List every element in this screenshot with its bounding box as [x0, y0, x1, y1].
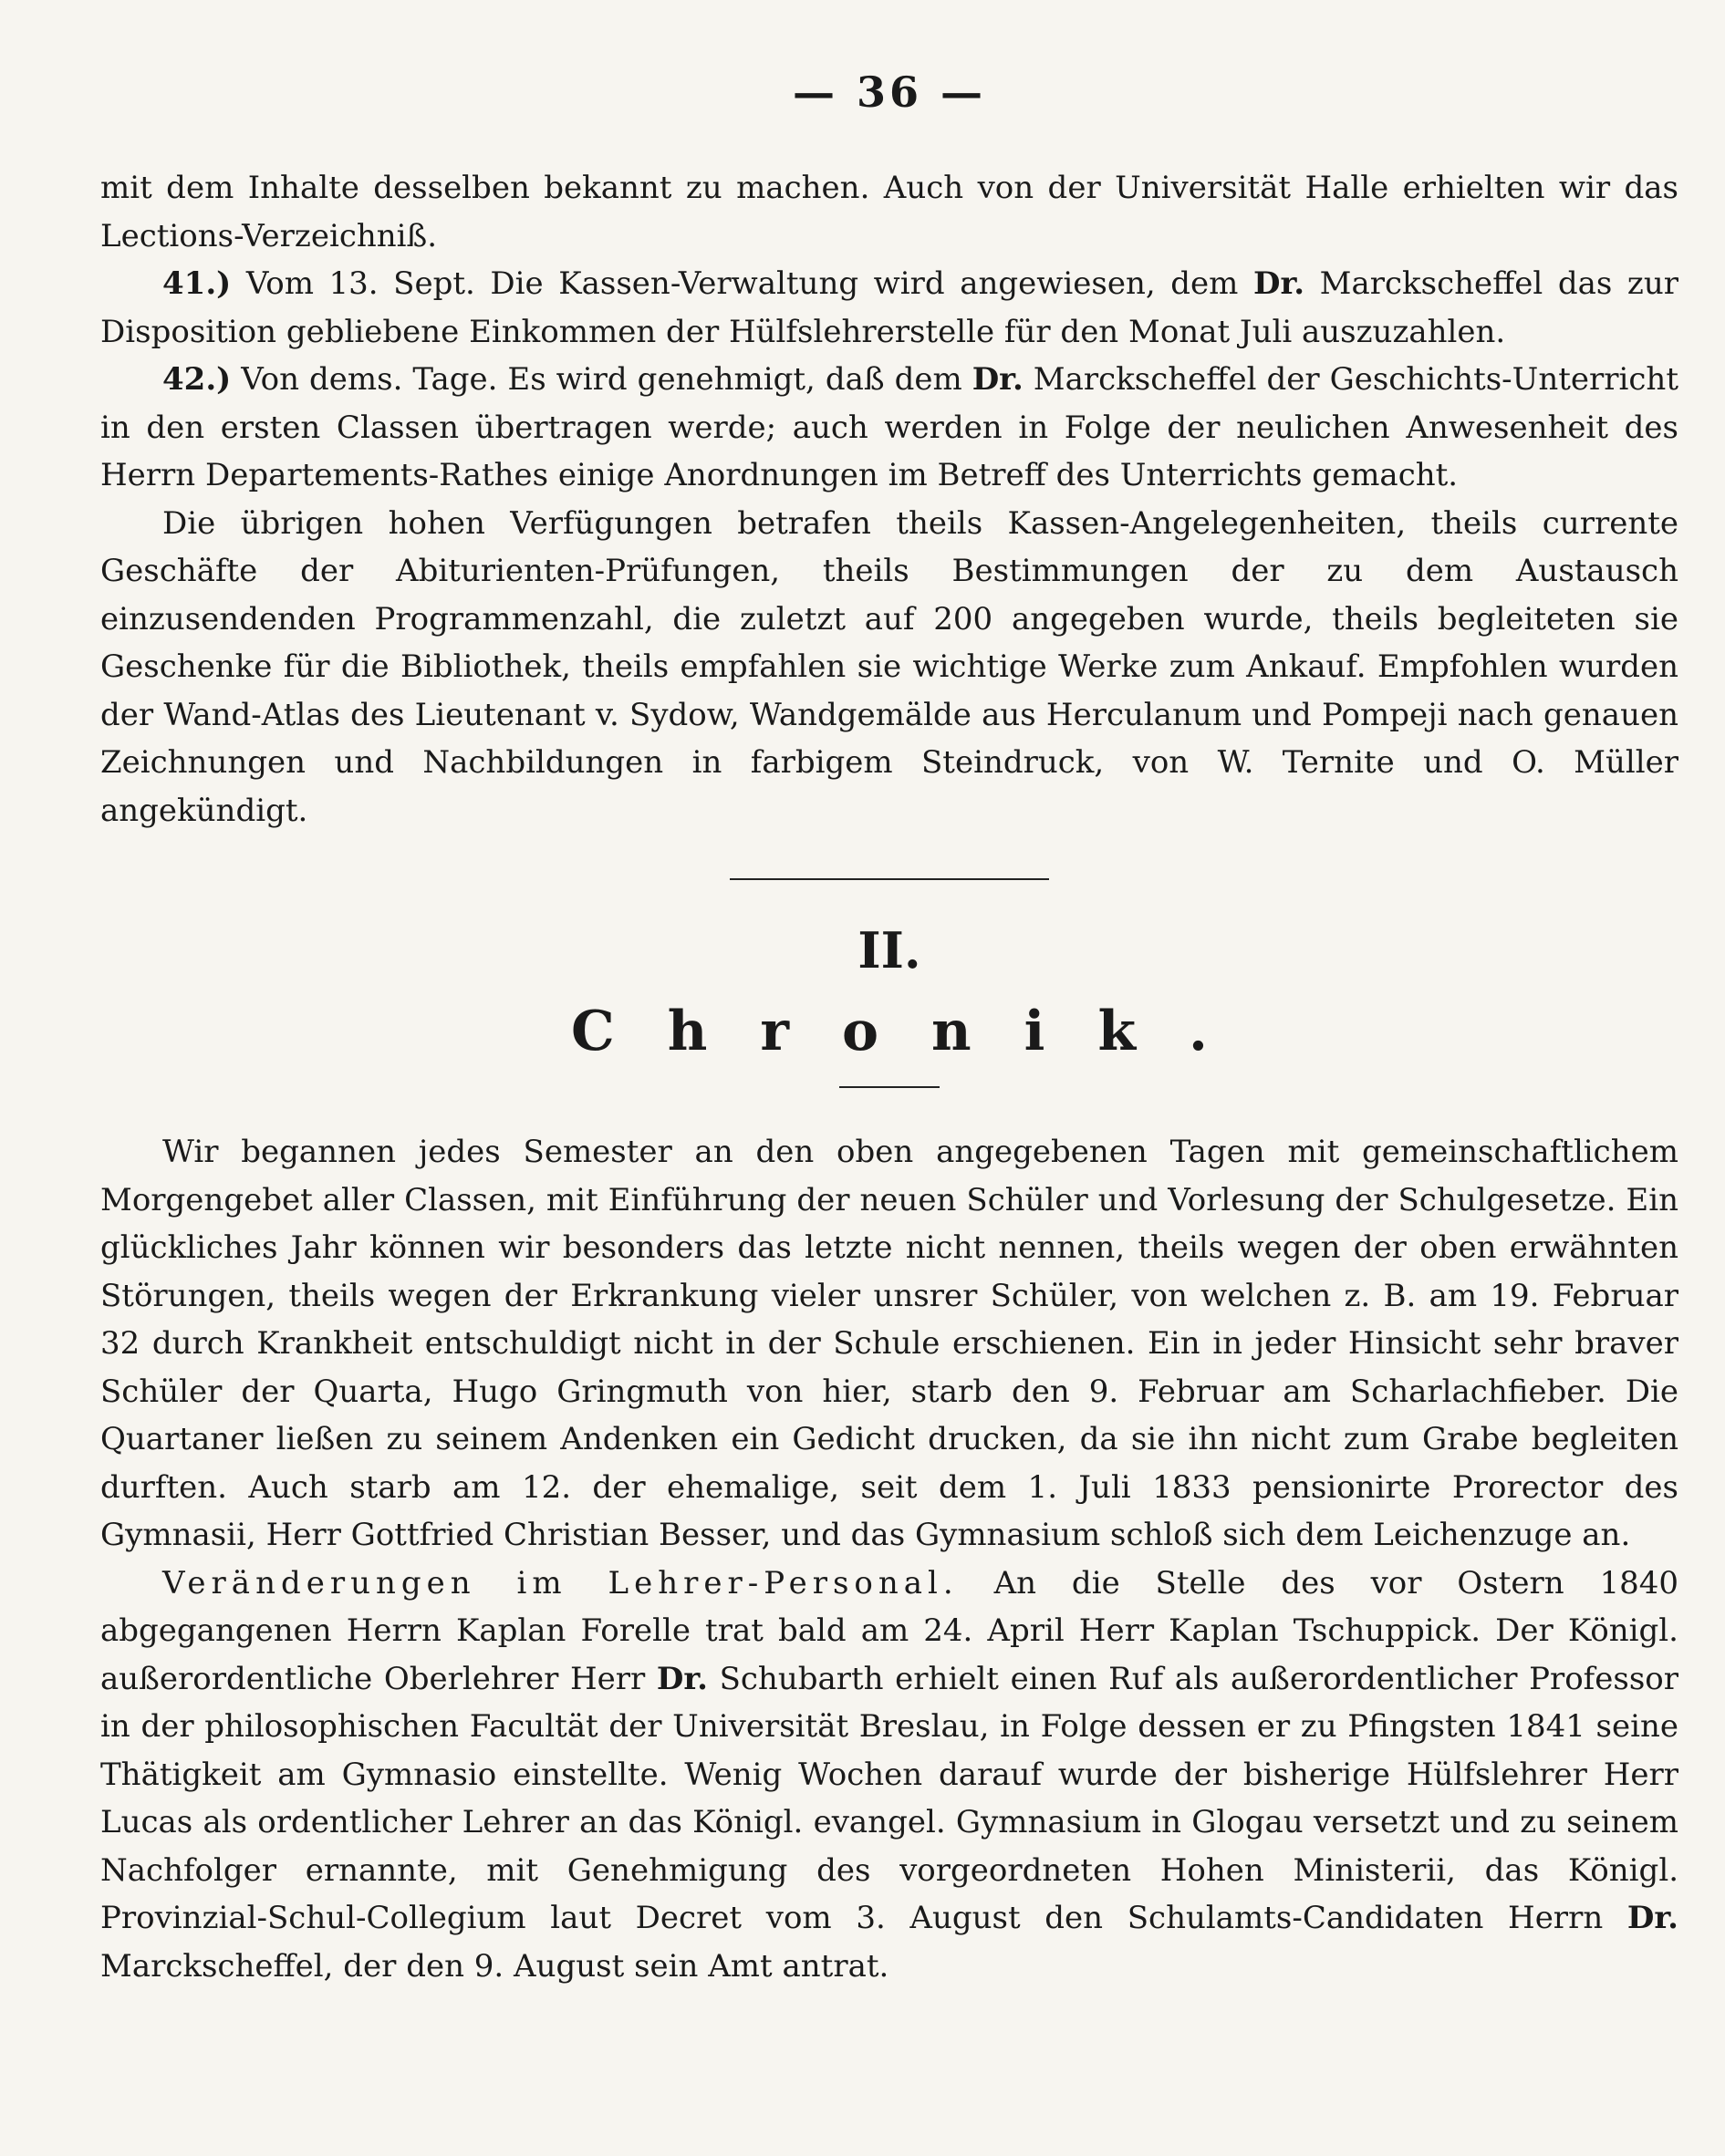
item-text: Vom 13. Sept. Die Kassen-Verwaltung wird angewiesen, dem	[231, 265, 1253, 302]
section-title: Chronik.	[571, 1000, 1261, 1063]
section-divider	[730, 878, 1049, 880]
title-underline	[839, 1086, 940, 1088]
paragraph-item-42	[100, 356, 1678, 500]
paragraph-other-decrees: Die übrigen hohen Verfügungen betrafen theils Kassen-Angelegenheiten, theils currente Geschäfte der Abiturienten-Prüfungen, theils Bestimmungen der zu dem Austausch einzusendenden Programmenzahl, die zuletzt auf 200 angegeben wurde, theils begleiteten sie Geschenke für die Bibliothek, theils empfahlen sie wichtige Werke zum Ankauf. Empfohlen wurden der Wand-Atlas des Lieutenant v. Sydow, Wandgemälde aus Herculanum und Pompeji nach genauen Zeichnungen und Nachbildungen in farbigem Steindruck, von W. Ternite und O. Müller angekündigt.	[100, 504, 1678, 829]
paragraph-chronik-personnel	[100, 1560, 1678, 1991]
item-number: 41.)	[162, 265, 232, 302]
paragraph-text: An die Stelle des vor Ostern 1840 abgegangenen Herrn Kaplan Forelle trat bald am 24. April Herr Kaplan Tschuppick. Der Königl. außerordentliche Oberlehrer Herr	[100, 1564, 1679, 1697]
paragraph-text: Schubarth erhielt einen Ruf als außerordentlicher Professor in der philosophischen Facultät der Universität Breslau, in Folge dessen er zu Pfingsten 1841 seine Thätigkeit am Gymnasio einstellte. Wenig Wochen darauf wurde der bisherige Hülfslehrer Herr Lucas als ordentlicher Lehrer an das Königl. evangel. Gymnasium in Glogau versetzt und zu seinem Nachfolger ernannte, mit Genehmigung des vorgeordneten Hohen Ministerii, das Königl. Provinzial-Schul-Collegium laut Decret vom 3. August den Schulamts-Candidaten Herrn	[100, 1660, 1678, 1936]
title-dr: Dr.	[972, 361, 1024, 398]
spaced-heading: Veränderungen im Lehrer-Personal.	[162, 1564, 959, 1601]
paragraph-item-41	[100, 260, 1678, 356]
paragraph-chronik-semester: Wir begannen jedes Semester an den oben angegebenen Tagen mit gemeinschaftlichem Morgengebet aller Classen, mit Einführung der neuen Schüler und Vorlesung der Schulgesetze. Ein glückliches Jahr können wir besonders das letzte nicht nennen, theils wegen der oben erwähnten Störungen, theils wegen der Erkrankung vieler unsrer Schüler, von welchen z. B. am 19. Februar 32 durch Krankheit entschuldigt nicht in der Schule erschienen. Ein in jeder Hinsicht sehr braver Schüler der Quarta, Hugo Gringmuth von hier, starb den 9. Februar am Scharlachfieber. Die Quartaner ließen zu seinem Andenken ein Gedicht drucken, da sie ihn nicht zum Grabe begleiten durften. Auch starb am 12. der ehemalige, seit dem 1. Juli 1833 pensionirte Prorector des Gymnasii, Herr Gottfried Christian Besser, und das Gymnasium schloß sich dem Leichenzuge an.	[100, 1134, 1678, 1553]
section-numeral: II.	[857, 921, 921, 980]
paragraph-continuation: mit dem Inhalte desselben bekannt zu machen. Auch von der Universität Halle erhielten wir das Lections-Verzeichniß.	[100, 170, 1678, 254]
item-text: Von dems. Tage. Es wird genehmigt, daß dem	[231, 361, 972, 398]
title-dr: Dr.	[656, 1660, 708, 1697]
document-page	[100, 55, 1678, 2116]
page-number: — 36 —	[792, 67, 987, 117]
item-text: Marckscheffel das zur Disposition gebliebene Einkommen der Hülfslehrerstelle für den Monat Juli auszuzahlen.	[100, 265, 1678, 350]
item-text: Marckscheffel der Geschichts-Unterricht in den ersten Classen übertragen werde; auch werden in Folge der neulichen Anwesenheit des Herrn Departements-Rathes einige Anordnungen im Betreff des Unterrichts gemacht.	[100, 361, 1678, 493]
paragraph-text: Marckscheffel, der den 9. August sein Amt antrat.	[100, 1947, 889, 1985]
item-number: 42.)	[162, 361, 232, 398]
title-dr: Dr.	[1252, 265, 1305, 302]
title-dr: Dr.	[1626, 1900, 1678, 1936]
